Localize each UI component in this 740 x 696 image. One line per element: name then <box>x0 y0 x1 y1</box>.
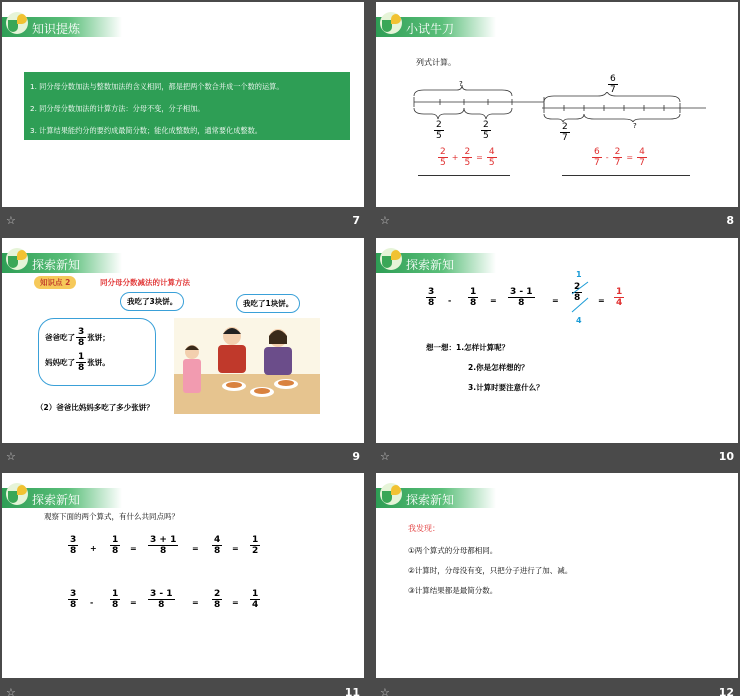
speech-bubble: 我吃了1块饼。 <box>236 294 300 313</box>
exercise-prompt: 列式计算。 <box>416 58 456 67</box>
page-number: 12 <box>718 686 734 696</box>
slide-title: 探索新知 <box>32 258 81 272</box>
slide-title: 探索新知 <box>32 493 81 507</box>
think-question: 3.计算时要注意什么？ <box>468 383 544 392</box>
summary-point: 3. 计算结果能约分的要约成最简分数；能化成整数的，通常要化成整数。 <box>30 126 262 135</box>
leaf-logo-icon <box>6 248 28 270</box>
summary-point: 1. 同分母分数加法与整数加法的含义相同，都是把两个数合并成一个数的运算。 <box>30 82 284 91</box>
answer-line <box>562 175 690 176</box>
slide-footer <box>376 210 738 232</box>
slide-title: 探索新知 <box>406 493 455 507</box>
slide-footer <box>2 682 364 696</box>
star-icon: ☆ <box>6 686 16 696</box>
answer-line <box>418 175 510 176</box>
fraction-label: $\frac{2}{7}$ <box>562 122 568 143</box>
line-segment-diagram-left <box>412 80 547 120</box>
question-mark: ? <box>633 122 637 130</box>
slide-thumbnail-11[interactable] <box>2 473 364 678</box>
findings-heading: 我发现： <box>408 524 440 533</box>
slide-footer <box>2 210 364 232</box>
star-icon: ☆ <box>380 214 390 227</box>
slide-title: 探索新知 <box>406 258 455 272</box>
question-text: （2）爸爸比妈妈多吃了多少张饼？ <box>36 403 154 412</box>
cancel-top: 1 <box>576 270 582 279</box>
finding-item: ①两个算式的分母都相同。 <box>408 546 498 555</box>
leaf-logo-icon <box>380 12 402 34</box>
speech-bubble: 我吃了3块饼。 <box>120 292 184 311</box>
line-segment-diagram-right <box>540 92 710 122</box>
page-number: 8 <box>726 214 734 227</box>
slide-thumbnail-10[interactable] <box>376 238 738 443</box>
thought-bubble: 爸爸吃了 $\frac{3}{8}$ 张饼； 妈妈吃了 $\frac{1}{8}$ 张饼。 <box>38 318 156 386</box>
subtraction-equation: $\frac{3}{8}$ - $\frac{1}{8}$ = $\frac{3 - 1}{8}$ = 1 $\frac{2}{8}$ 4 = $\frac{1}{4}$ <box>428 270 623 325</box>
family-dinner-illustration <box>174 318 320 414</box>
slide-thumbnail-12[interactable] <box>376 473 738 678</box>
star-icon: ☆ <box>380 450 390 463</box>
slide-header <box>376 253 496 273</box>
leaf-logo-icon <box>6 483 28 505</box>
page-number: 11 <box>344 686 360 696</box>
equation-left: $\frac{2}{5}$ + $\frac{2}{5}$ = $\frac{4}{5}$ <box>440 147 495 168</box>
leaf-logo-icon <box>380 483 402 505</box>
slide-thumbnail-7[interactable] <box>2 2 364 207</box>
slide-thumbnail-8[interactable] <box>376 2 738 207</box>
page-number: 9 <box>352 450 360 463</box>
star-icon: ☆ <box>6 214 16 227</box>
cancel-strike <box>570 278 590 314</box>
star-icon: ☆ <box>380 686 390 696</box>
observe-prompt: 观察下面的两个算式，有什么共同点吗？ <box>44 512 179 521</box>
subtraction-row: $\frac{3}{8}$ - $\frac{1}{8}$ = $\frac{3 - 1}{8}$ = $\frac{2}{8}$ = $\frac{1}{4}$ <box>70 589 259 610</box>
slide-title: 知识提炼 <box>32 22 81 36</box>
slide-footer <box>2 446 364 468</box>
slide-header <box>376 488 496 508</box>
slide-footer <box>376 682 738 696</box>
question-mark: ? <box>459 80 463 88</box>
slide-footer <box>376 446 738 468</box>
slide-header <box>2 488 122 508</box>
equation-right: $\frac{6}{7}$ - $\frac{2}{7}$ = $\frac{4}{7}$ <box>594 147 645 168</box>
slide-thumbnail-9[interactable] <box>2 238 364 443</box>
leaf-logo-icon <box>380 248 402 270</box>
think-question: 2.你是怎样想的？ <box>468 363 529 372</box>
star-icon: ☆ <box>6 450 16 463</box>
fraction-label: $\frac{6}{7}$ <box>610 74 616 95</box>
page-number: 10 <box>718 450 734 463</box>
addition-row: $\frac{3}{8}$ + $\frac{1}{8}$ = $\frac{3 + 1}{8}$ = $\frac{4}{8}$ = $\frac{1}{2}$ <box>70 535 259 556</box>
slide-header <box>2 253 122 273</box>
leaf-logo-icon <box>6 12 28 34</box>
summary-point: 2. 同分母分数加法的计算方法：分母不变，分子相加。 <box>30 104 205 113</box>
page-number: 7 <box>352 214 360 227</box>
knowledge-badge: 知识点 2 <box>34 276 76 289</box>
slide-header <box>376 17 496 37</box>
fraction-label: $\frac{2}{5}$ <box>483 120 489 141</box>
finding-item: ③计算结果都是最简分数。 <box>408 586 498 595</box>
section-heading: 同分母分数减法的计算方法 <box>100 278 190 287</box>
cancel-bottom: 4 <box>576 316 582 325</box>
fraction-label: $\frac{2}{5}$ <box>436 120 442 141</box>
slide-header <box>2 17 122 37</box>
finding-item: ②计算时，分母没有变，只把分子进行了加、减。 <box>408 566 573 575</box>
summary-box <box>24 72 350 140</box>
think-prompt: 想一想：1.怎样计算呢？ <box>426 343 510 352</box>
slide-title: 小试牛刀 <box>406 22 455 36</box>
